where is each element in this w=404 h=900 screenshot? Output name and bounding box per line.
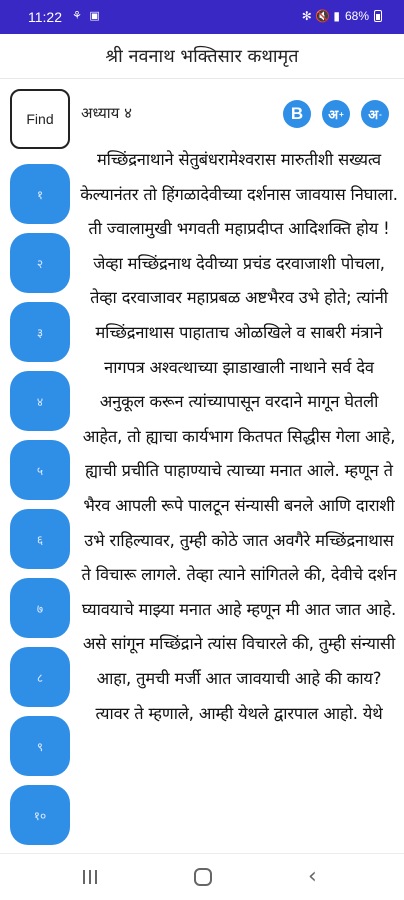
- back-icon[interactable]: ‹: [308, 864, 317, 889]
- bold-label: B: [290, 104, 304, 123]
- status-time: 11:22: [28, 9, 62, 25]
- chapter-button-2[interactable]: २: [10, 233, 70, 293]
- status-bar: [0, 0, 404, 34]
- chapter-button-6[interactable]: ६: [10, 509, 70, 569]
- font-decrease-button[interactable]: [361, 100, 389, 128]
- minus-sign: -: [379, 109, 382, 119]
- navigation-bar: [0, 853, 404, 900]
- battery-percent: 68%: [344, 9, 369, 23]
- font-increase-label: अ: [328, 107, 339, 122]
- chapter-title: अध्याय ४: [81, 104, 132, 122]
- chapter-button-8[interactable]: ८: [10, 647, 70, 707]
- chapter-button-10[interactable]: १०: [10, 785, 70, 845]
- font-decrease-label: अ: [368, 107, 379, 122]
- chapter-text: मच्छिंद्रनाथाने सेतुबंधरामेश्वरास मारुतीशी सख्यत्व केल्यानंतर तो हिंगळादेवीच्या दर्शनास जावयास निघाला. ती ज्वालामुखी भगवती महाप्रदीप्त आदिशक्ति होय ! जेव्हा मच्छिंद्रनाथ देवीच्या प्रचंड दरवाजाशी पोचला, तेव्हा दरवाजावर महाप्रबळ अष्टभैरव उभे होते; त्यांनी मच्छिंद्रनाथास पाहाताच ओळखिले व साबरी मंत्राने नागपत्र अश्वत्थाच्या झाडाखाली नाथाने सर्व देव अनुकूल करून त्यांच्यापासून वरदाने मागून घेतली आहेत, तो ह्याचा कार्यभाग कितपत सिद्धीस गेला आहे, ह्याची प्रचीति पाहाण्याचे त्याच्या मनात आले. म्हणून ते भैरव आपली रूपे पालटून संन्यासी बनले आणि दाराशी उभे राहिल्यावर, तुम्ही कोठे जात अवगैरे मच्छिंद्रनाथास ते विचारू लागले. तेव्हा त्याने सांगितले की, देवीचे दर्शन घ्यावयाचे माझ्या मनात आहे म्हणून मी आत जात आहे. असे सांगून मच्छिंद्राने त्यांस विचारले की, तुम्ही संन्यासी आहा, तुमची मर्जी आत जावयाची आहे की काय? त्यावर ते म्हणाले, आम्ही येथले द्वारपाल आहो. येथे: [80, 150, 398, 723]
- chapter-button-7[interactable]: ७: [10, 578, 70, 638]
- chapter-button-9[interactable]: ९: [10, 716, 70, 776]
- bluetooth-mute-signal-icons: ✻ 🔇 ▮: [301, 9, 340, 23]
- find-button[interactable]: Find: [10, 89, 70, 149]
- plus-sign: +: [339, 109, 344, 119]
- chapter-content[interactable]: [80, 143, 398, 843]
- recents-icon[interactable]: [83, 870, 99, 884]
- title-divider: [0, 78, 404, 79]
- system-status-icons: [302, 9, 382, 23]
- chapter-button-3[interactable]: ३: [10, 302, 70, 362]
- chapter-button-5[interactable]: ५: [10, 440, 70, 500]
- chapter-button-4[interactable]: ४: [10, 371, 70, 431]
- chapter-button-1[interactable]: १: [10, 164, 70, 224]
- bold-toggle-button[interactable]: [283, 100, 311, 128]
- home-icon[interactable]: [194, 868, 212, 886]
- font-increase-button[interactable]: [322, 100, 350, 128]
- app-title: श्री नवनाथ भक्तिसार कथामृत: [105, 46, 299, 67]
- battery-icon: [374, 10, 382, 22]
- notification-icons: ⚘ ▣: [72, 9, 102, 22]
